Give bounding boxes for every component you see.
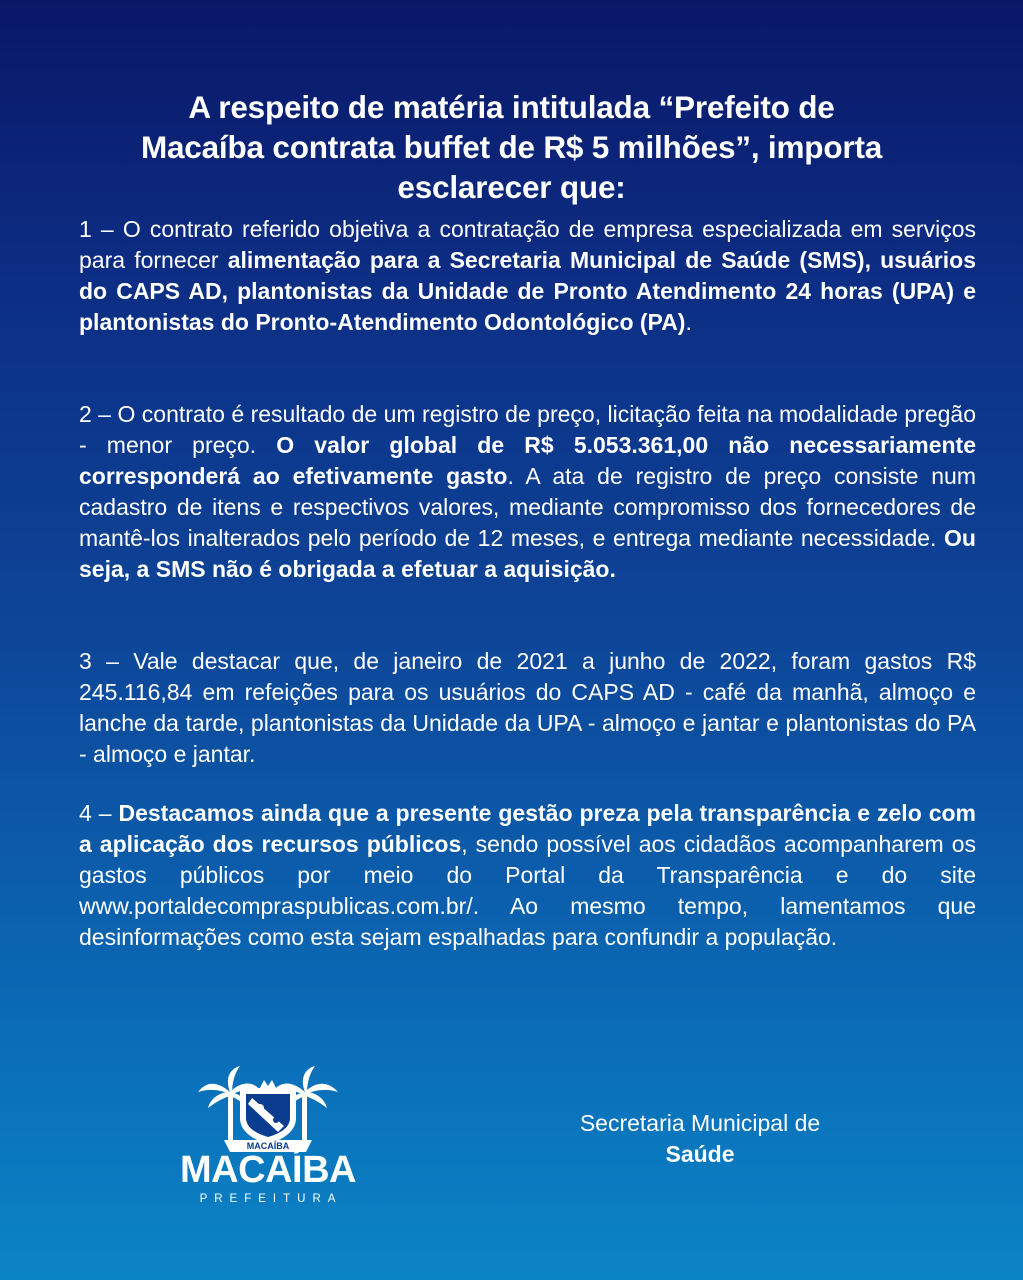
logo-subtitle: PREFEITURA (199, 1193, 343, 1205)
paragraph-4 (79, 798, 976, 953)
paragraph-1-text: 1 – O contrato referido objetiva a contratação de empresa especializada em serviços para fornecer (79, 216, 976, 273)
paragraph-2 (79, 399, 976, 585)
paragraph-2-text: 2 – O contrato é resultado de um registro de preço, licitação feita na modalidade pregão - menor preço. (79, 401, 976, 458)
paragraph-2-text-b: . A ata de registro de preço consiste num cadastro de itens e respectivos valores, mediante compromisso dos fornecedores de mantê-los inalterados pelo período de 12 meses, e entrega mediante necessidade. (79, 463, 976, 551)
paragraph-1-end: . (685, 309, 692, 335)
paragraph-2-bold-b: Ou seja, a SMS não é obrigada a efetuar a aquisição. (79, 525, 976, 582)
shield-icon (240, 1080, 296, 1144)
title-line-2: Macaíba contrata buffet de R$ 5 milhões”, importa (140, 129, 883, 166)
paragraph-3 (79, 646, 976, 770)
paragraph-4-bold: Destacamos ainda que a presente gestão preza pela transparência e zelo com a aplicação dos recursos públicos (79, 800, 976, 857)
signature-block (520, 1108, 880, 1170)
signature-line-1: Secretaria Municipal de (579, 1110, 821, 1136)
signature-line-2: Saúde (665, 1141, 735, 1167)
paragraph-2-bold: O valor global de R$ 5.053.361,00 não necessariamente corresponderá ao efetivamente gasto (79, 432, 976, 489)
paragraph-1 (79, 214, 976, 338)
logo-wordmark: MACAÍBA (180, 1149, 356, 1191)
paragraph-4-text: , sendo possível aos cidadãos acompanharem os gastos públicos por meio do Portal da Transparência e do site www.portaldecompraspublicas.com.br/. Ao mesmo tempo, lamentamos que desinformações como esta sejam espalhadas para confundir a população. (79, 831, 976, 950)
title-line-1: A respeito de matéria intitulada “Prefeito de (188, 89, 835, 126)
title-line-3: esclarecer que: (397, 169, 626, 206)
paragraph-4-number: 4 – (79, 800, 119, 826)
document-title (60, 87, 963, 207)
paragraph-1-bold: alimentação para a Secretaria Municipal de Saúde (SMS), usuários do CAPS AD, plantonistas da Unidade de Pronto Atendimento 24 horas (UPA) e plantonistas do Pronto-Atendimento Odontológico (PA) (79, 247, 976, 335)
logo-banner-text: MACAÍBA (246, 1141, 290, 1151)
paragraph-3-text: 3 – Vale destacar que, de janeiro de 2021 a junho de 2022, foram gastos R$ 245.116,84 em refeições para os usuários do CAPS AD - café da manhã, almoço e lanche da tarde, plantonistas da Unidade da UPA - almoço e jantar e plantonistas do PA - almoço e jantar. (79, 648, 976, 767)
